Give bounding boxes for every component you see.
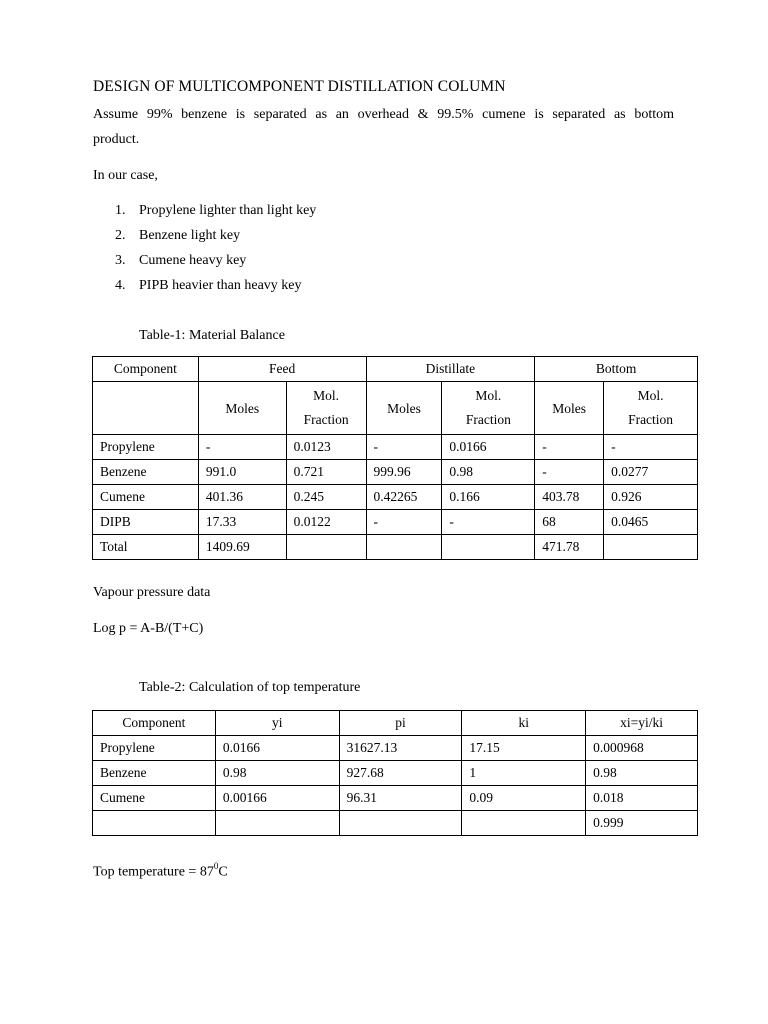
table-total-row [93,811,698,836]
table-row [93,460,698,485]
subheader-moles: Moles [535,382,604,435]
table-cell: Propylene [93,736,216,761]
table-cell: 17.15 [462,736,586,761]
table-cell: 0.018 [586,786,698,811]
table-cell [604,535,698,560]
table-cell: 991.0 [198,460,286,485]
intro-text-line-2: product. [93,132,140,147]
table-row [93,435,698,460]
table-header-row [93,357,698,382]
list-number: 4. [115,278,126,293]
fraction-label: Fraction [628,412,674,427]
table-cell: 0.00166 [215,786,339,811]
table-subheader-row [93,382,698,435]
subheader-moles: Moles [366,382,442,435]
table-cell: 0.166 [442,485,535,510]
header-distillate: Distillate [366,357,535,382]
table-cell: 0.0166 [442,435,535,460]
fraction-label: Fraction [303,412,349,427]
table-cell: 0.98 [586,761,698,786]
header-bottom: Bottom [535,357,698,382]
header-feed: Feed [198,357,366,382]
subheader-mol-fraction [286,382,366,435]
table-cell: Total [93,535,199,560]
table-cell [366,535,442,560]
table-cell: - [198,435,286,460]
table-cell: 0.98 [442,460,535,485]
top-temperature-result [93,862,228,881]
table-cell: Benzene [93,460,199,485]
table-cell: 0.926 [604,485,698,510]
table-cell: 17.33 [198,510,286,535]
vapour-pressure-label: Vapour pressure data [93,585,211,600]
table-cell: Benzene [93,761,216,786]
table-cell: 68 [535,510,604,535]
list-item [115,203,316,219]
table-cell: 0.245 [286,485,366,510]
table-cell: 0.98 [215,761,339,786]
table-cell [93,811,216,836]
table-cell: 999.96 [366,460,442,485]
header-component: Component [93,711,216,736]
table-cell: 927.68 [339,761,462,786]
mol-label: Mol. [637,388,664,403]
table-cell: 0.09 [462,786,586,811]
table-cell: - [535,435,604,460]
subheader-mol-fraction [604,382,698,435]
header-component: Component [93,357,199,382]
intro-text-line-1: Assume 99% benzene is separated as an overhead & 99.5% cumene is separated as bottom [93,107,674,122]
table-cell: 0.0166 [215,736,339,761]
header-ki: ki [462,711,586,736]
list-text: Cumene heavy key [139,253,247,268]
header-xi: xi=yi/ki [586,711,698,736]
table-cell: 0.999 [586,811,698,836]
table-row [93,786,698,811]
table-cell: Cumene [93,786,216,811]
table-cell: - [366,435,442,460]
list-text: Propylene lighter than light key [139,203,317,218]
mol-label: Mol. [313,388,340,403]
table-cell: 0.0465 [604,510,698,535]
table2-caption: Table-2: Calculation of top temperature [139,680,361,695]
table-row [93,485,698,510]
table-cell: 471.78 [535,535,604,560]
table-header-row [93,711,698,736]
table-cell: 0.000968 [586,736,698,761]
table-cell: 401.36 [198,485,286,510]
table-cell [93,382,199,435]
table-cell: 1409.69 [198,535,286,560]
table-cell: 96.31 [339,786,462,811]
table-row [93,761,698,786]
mol-label: Mol. [475,388,502,403]
table-cell: 31627.13 [339,736,462,761]
table-cell: 0.0123 [286,435,366,460]
temperature-unit: C [218,864,228,880]
table-cell: 0.721 [286,460,366,485]
list-number: 1. [115,203,126,218]
document-title: DESIGN OF MULTICOMPONENT DISTILLATION COLUMN [93,78,506,95]
table-cell: Cumene [93,485,199,510]
table-cell: - [442,510,535,535]
table-cell: 0.42265 [366,485,442,510]
case-text: In our case, [93,168,158,183]
degree-superscript: 0 [213,861,219,871]
list-text: PIPB heavier than heavy key [139,278,302,293]
list-item [115,253,246,269]
table-cell: 0.0277 [604,460,698,485]
table-cell [339,811,462,836]
subheader-moles: Moles [198,382,286,435]
table-row [93,510,698,535]
subheader-mol-fraction [442,382,535,435]
table-cell: 0.0122 [286,510,366,535]
table-cell: - [604,435,698,460]
list-number: 2. [115,228,126,243]
table-cell [462,811,586,836]
list-number: 3. [115,253,126,268]
table-cell [286,535,366,560]
fraction-label: Fraction [465,412,511,427]
table-total-row [93,535,698,560]
vapour-pressure-formula: Log p = A-B/(T+C) [93,621,204,636]
table-cell [442,535,535,560]
table-cell: Propylene [93,435,199,460]
material-balance-table [92,356,698,560]
table-cell: - [366,510,442,535]
list-item [115,228,240,244]
table-cell [215,811,339,836]
table-row [93,736,698,761]
table1-caption: Table-1: Material Balance [139,328,285,343]
list-item [115,278,302,294]
table-cell: 1 [462,761,586,786]
table-cell: 403.78 [535,485,604,510]
table-cell: - [535,460,604,485]
top-temperature-label: Top temperature = 87 [93,864,214,880]
header-pi: pi [339,711,462,736]
header-yi: yi [215,711,339,736]
top-temperature-table [92,710,698,836]
table-cell: DIPB [93,510,199,535]
list-text: Benzene light key [139,228,241,243]
